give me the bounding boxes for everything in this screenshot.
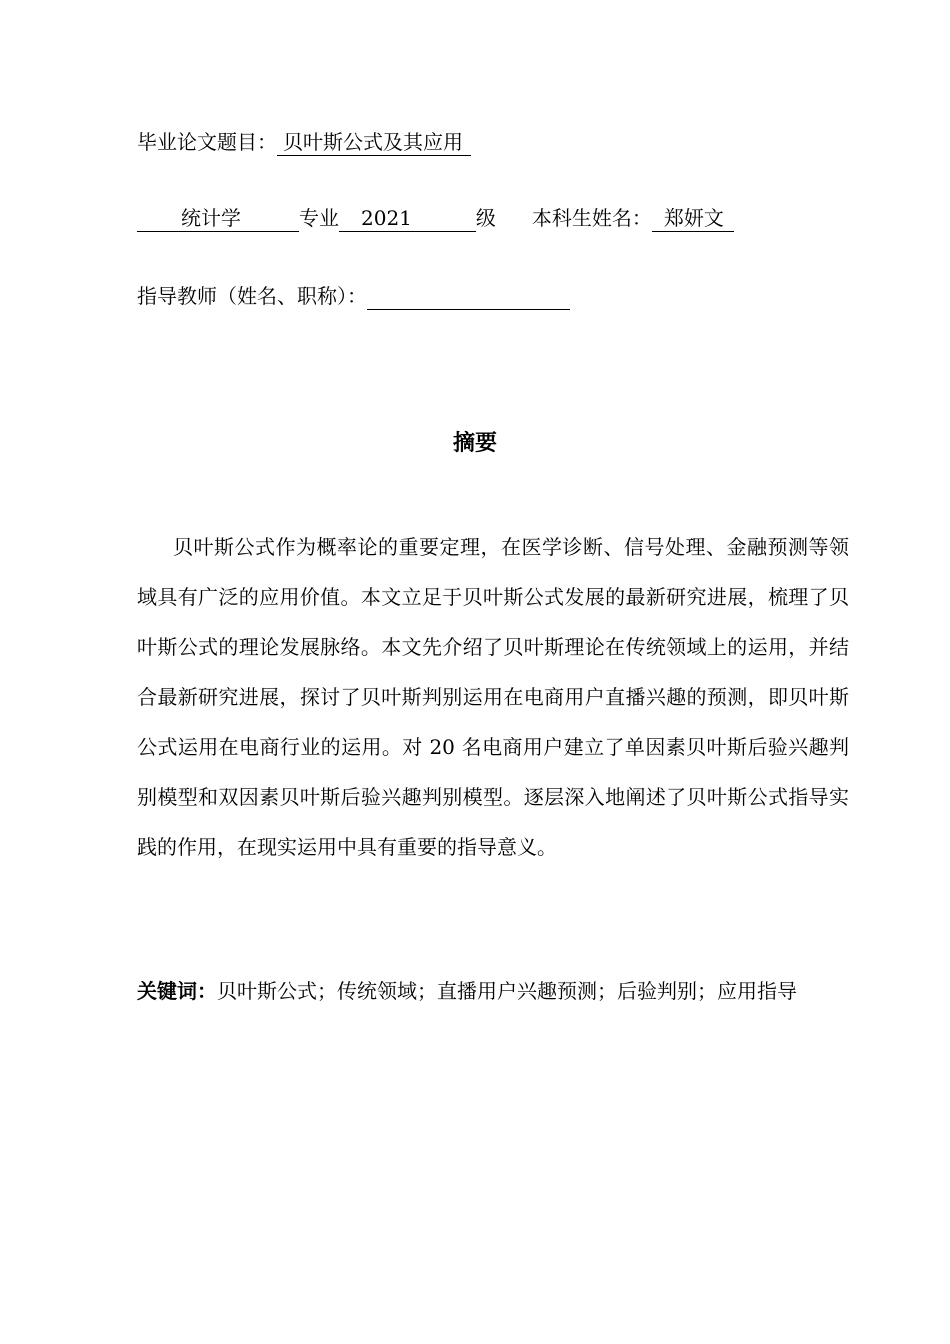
major-label: 专业 xyxy=(299,206,339,230)
student-name-value: 郑妍文 xyxy=(652,205,734,232)
grade-label: 级 xyxy=(475,206,496,230)
advisor-row xyxy=(137,282,570,310)
advisor-blank xyxy=(367,283,570,310)
keywords-value: 贝叶斯公式；传统领域；直播用户兴趣预测；后验判别；应用指导 xyxy=(217,979,797,1003)
student-name-label: 本科生姓名： xyxy=(531,206,652,230)
keywords-label: 关键词： xyxy=(137,979,217,1003)
thesis-title-value: 贝叶斯公式及其应用 xyxy=(277,129,471,156)
abstract-heading: 摘要 xyxy=(452,431,497,456)
keywords-row xyxy=(137,966,849,1016)
grade-value: 2021 xyxy=(339,205,476,232)
abstract-body: 贝叶斯公式作为概率论的重要定理，在医学诊断、信号处理、金融预测等领域具有广泛的应用价值。本文立足于贝叶斯公式发展的最新研究进展，梳理了贝叶斯公式的理论发展脉络。本文先介绍了贝叶斯理论在传统领域上的运用，并结合最新研究进展，探讨了贝叶斯判别运用在电商用户直播兴趣的预测，即贝叶斯公式运用在电商行业的运用。对 20 名电商用户建立了单因素贝叶斯后验兴趣判别模型和双因素贝叶斯后验兴趣判别模型。逐层深入地阐述了贝叶斯公式指导实践的作用，在现实运用中具有重要的指导意义。 xyxy=(137,535,849,859)
student-info-row xyxy=(137,204,734,232)
major-value: 统计学 xyxy=(137,205,299,232)
thesis-title-label: 毕业论文题目： xyxy=(137,130,277,154)
advisor-label: 指导教师（姓名、职称）： xyxy=(137,284,367,308)
thesis-title-row xyxy=(137,128,471,156)
